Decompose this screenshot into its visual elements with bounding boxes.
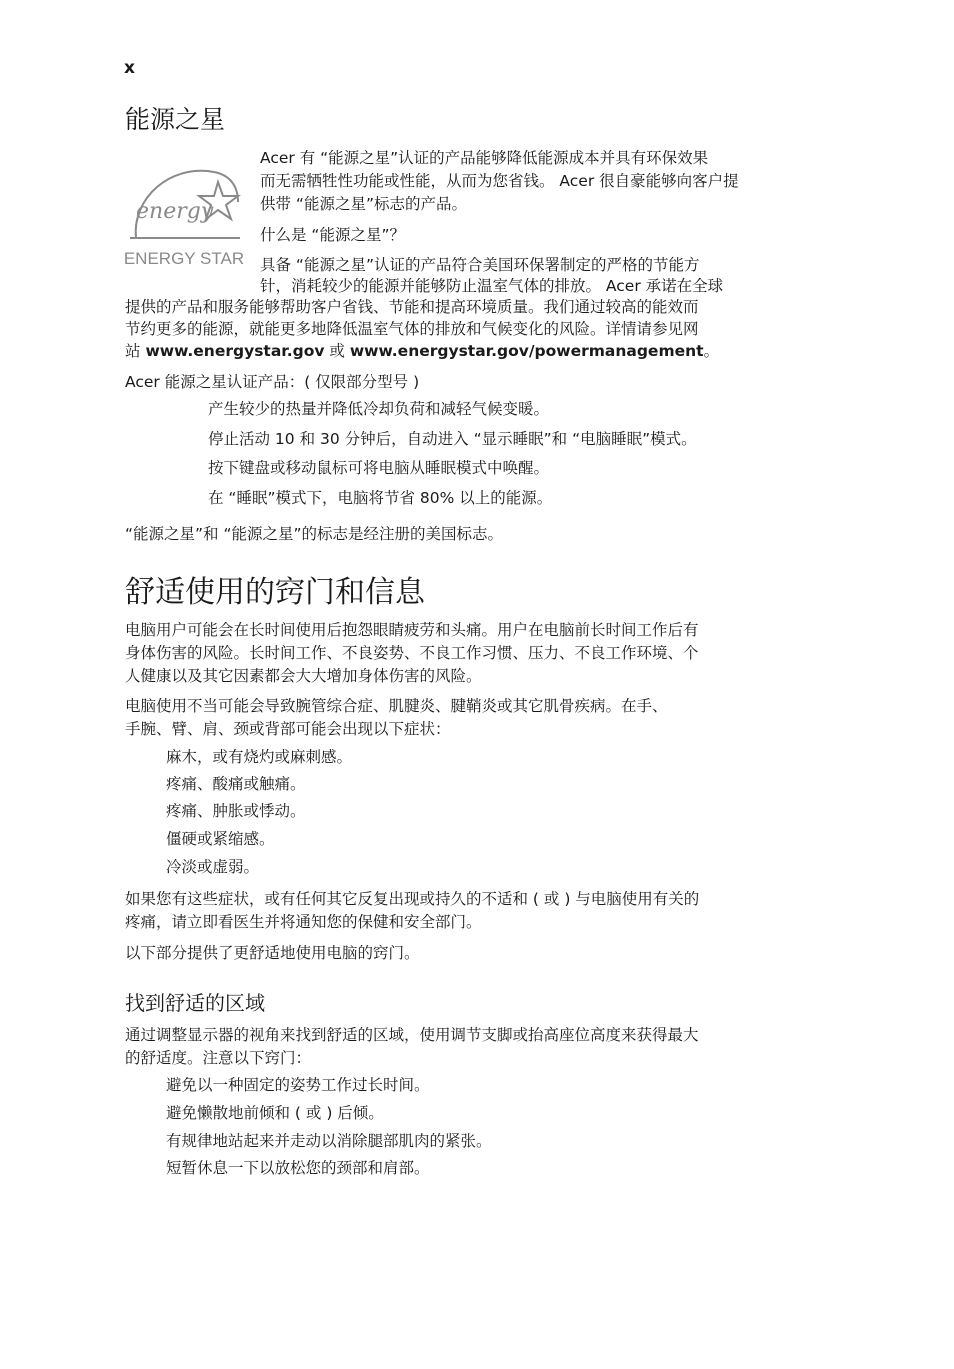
comfort-heading: 舒适使用的窍门和信息 [125, 575, 425, 610]
comfort-zone-para [125, 1024, 699, 1070]
product-item: 按下键盘或移动鼠标可将电脑从睡眠模式中唤醒。 [208, 459, 550, 477]
para-line: 身体伤害的风险。长时间工作、不良姿势、不良工作习惯、压力、不良工作环境、个 [125, 644, 699, 662]
answer-line: 节约更多的能源，就能更多地降低温室气体的排放和气候变化的风险。详情请参见网 [125, 320, 699, 338]
para-line: 的舒适度。注意以下窍门： [125, 1049, 312, 1067]
intro-line: Acer 有 “能源之星”认证的产品能够降低能源成本并具有环保效果 [260, 149, 709, 167]
intro-line: 供带 “能源之星”标志的产品。 [260, 195, 467, 213]
comfort-zone-heading: 找到舒适的区域 [125, 991, 265, 1015]
energy-star-label: ENERGY STAR [123, 249, 245, 268]
site-or: 或 [324, 342, 350, 360]
site-suffix: 。 [703, 342, 720, 360]
para-line: 手腕、臂、肩、颈或背部可能会出现以下症状： [125, 720, 451, 738]
energystar-link[interactable]: www.energystar.gov [145, 342, 325, 360]
energy-intro [260, 147, 739, 216]
products-heading: Acer 能源之星认证产品：( 仅限部分型号 ) [125, 373, 420, 391]
energy-star-logo-icon [122, 160, 246, 272]
energy-question: 什么是 “能源之星”？ [260, 226, 405, 244]
product-item: 停止活动 10 和 30 分钟后，自动进入 “显示睡眠”和 “电脑睡眠”模式。 [208, 430, 697, 448]
intro-line: 而无需牺牲性功能或性能，从而为您省钱。 Acer 很自豪能够向客户提 [260, 172, 739, 190]
comfort-para1 [125, 619, 699, 688]
para-line: 人健康以及其它因素都会大大增加身体伤害的风险。 [125, 667, 482, 685]
trademark-note: “能源之星”和 “能源之星”的标志是经注册的美国标志。 [125, 525, 504, 543]
comfort-para3 [125, 888, 699, 934]
symptom-item: 麻木，或有烧灼或麻刺感。 [166, 748, 353, 766]
symptom-item: 疼痛、肿胀或悸动。 [166, 802, 306, 820]
answer-line: 具备 “能源之星”认证的产品符合美国环保署制定的严格的节能方 [260, 256, 700, 274]
answer-line: 提供的产品和服务能够帮助客户省钱、节能和提高环境质量。我们通过较高的能效而 [125, 298, 699, 316]
comfort-para4: 以下部分提供了更舒适地使用电脑的窍门。 [125, 944, 420, 962]
tip-item: 有规律地站起来并走动以消除腿部肌肉的紧张。 [166, 1132, 492, 1150]
para-line: 电脑用户可能会在长时间使用后抱怨眼睛疲劳和头痛。用户在电脑前长时间工作后有 [125, 621, 699, 639]
symptom-item: 疼痛、酸痛或触痛。 [166, 775, 306, 793]
tip-item: 避免懒散地前倾和 ( 或 ) 后倾。 [166, 1104, 384, 1122]
powermanagement-link[interactable]: www.energystar.gov/powermanagement [349, 342, 704, 360]
energy-script-text: energy [136, 199, 214, 224]
para-line: 通过调整显示器的视角来找到舒适的区域，使用调节支脚或抬高座位高度来获得最大 [125, 1026, 699, 1044]
tip-item: 避免以一种固定的姿势工作过长时间。 [166, 1076, 430, 1094]
symptom-item: 冷淡或虚弱。 [166, 858, 260, 876]
page-number: x [124, 58, 135, 78]
answer-line: 针，消耗较少的能源并能够防止温室气体的排放。 Acer 承诺在全球 [260, 277, 724, 295]
para-line: 疼痛，请立即看医生并将通知您的保健和安全部门。 [125, 913, 482, 931]
energy-star-heading: 能源之星 [125, 105, 226, 134]
comfort-para2 [125, 695, 668, 741]
tip-item: 短暂休息一下以放松您的颈部和肩部。 [166, 1159, 430, 1177]
site-prefix: 站 [125, 342, 146, 360]
symptom-item: 僵硬或紧缩感。 [166, 830, 275, 848]
product-item: 产生较少的热量并降低冷却负荷和减轻气候变暖。 [208, 400, 550, 418]
product-item: 在 “睡眠”模式下，电脑将节省 80% 以上的能源。 [208, 489, 553, 507]
energy-star-logo [122, 160, 246, 272]
para-line: 如果您有这些症状，或有任何其它反复出现或持久的不适和 ( 或 ) 与电脑使用有关的 [125, 890, 700, 908]
energy-site-line [125, 340, 719, 363]
para-line: 电脑使用不当可能会导致腕管综合症、肌腱炎、腱鞘炎或其它肌骨疾病。在手、 [125, 697, 668, 715]
